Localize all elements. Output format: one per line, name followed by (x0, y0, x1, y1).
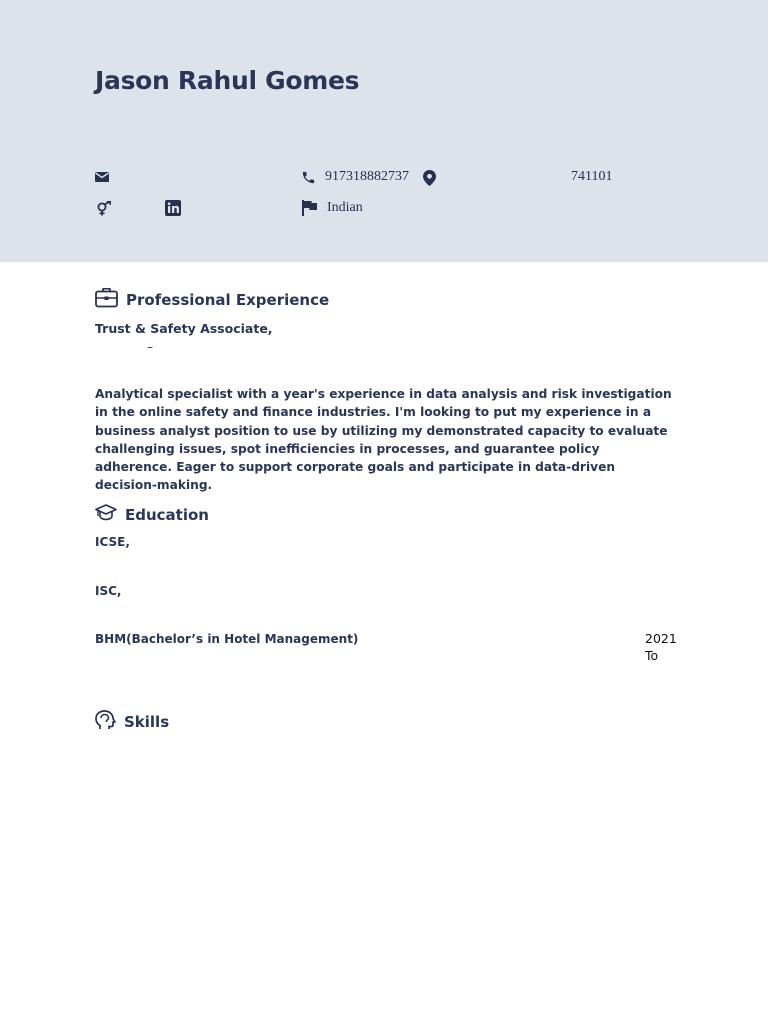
section-title: Education (125, 505, 209, 524)
map-pin-icon (423, 170, 436, 186)
education-start-year: 2021 (645, 631, 677, 646)
education-entry-icse: ICSE, (95, 535, 130, 549)
education-to-label: To (645, 648, 659, 663)
section-experience (95, 288, 329, 312)
head-icon (95, 710, 116, 734)
phone-number: 917318882737 (325, 169, 409, 184)
contact-phone (301, 169, 409, 185)
contact-nationality (302, 200, 363, 216)
date-separator: – (147, 340, 153, 354)
section-education (95, 504, 209, 525)
section-title: Skills (124, 713, 170, 731)
phone-icon (301, 170, 316, 185)
contact-linkedin[interactable] (165, 200, 181, 216)
briefcase-icon (95, 288, 118, 312)
contact-postal-code (571, 169, 612, 185)
linkedin-icon[interactable] (165, 200, 181, 216)
gender-icon (95, 201, 113, 216)
education-entry-isc: ISC, (95, 584, 122, 598)
contact-email (95, 171, 109, 183)
flag-icon (302, 200, 317, 216)
header-band (0, 0, 768, 262)
education-entry-bhm: BHM(Bachelor’s in Hotel Management) (95, 632, 359, 646)
postal-code: 741101 (571, 169, 613, 184)
nationality: Indian (327, 200, 363, 215)
section-title: Professional Experience (126, 291, 330, 309)
envelope-icon (95, 171, 109, 183)
contact-gender (95, 201, 113, 216)
profile-summary: Analytical specialist with a year's experience in data analysis and risk investigation in the online safety and finance industries. I'm looking to put my experience in a business analyst position to use by utilizing my demonstrated capacity to evaluate challenging issues, spot inefficiencies in processes, and guarantee policy adherence. Eager to support corporate goals and participate in data-driven decision-making. (95, 387, 672, 493)
job-title: Trust & Safety Associate, (95, 321, 273, 336)
education-date (645, 630, 677, 664)
contact-location (423, 170, 436, 186)
section-skills (95, 710, 169, 734)
candidate-name: Jason Rahul Gomes (95, 66, 360, 95)
graduation-cap-icon (95, 504, 117, 525)
